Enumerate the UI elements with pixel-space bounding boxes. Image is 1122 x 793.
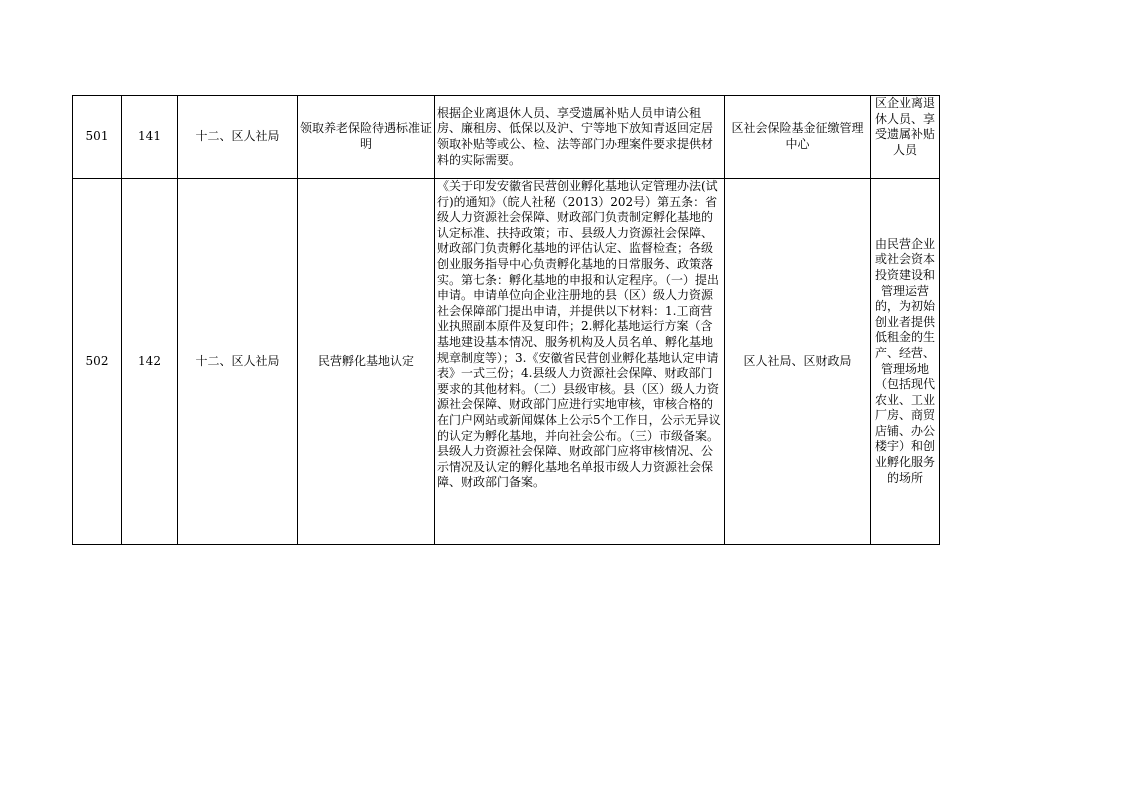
target-cell: 区企业离退休人员、享受遗属补贴人员 [871,96,940,179]
issuing-unit-cell: 区人社局、区财政局 [725,179,871,545]
target-cell: 由民营企业或社会资本投资建设和管理运营的，为初始创业者提供低租金的生产、经营、管理场地（包括现代农业、工业厂房、商贸店铺、办公楼宇）和创业孵化服务的场所 [871,179,940,545]
table-row [73,179,940,545]
sub-seq-cell: 141 [122,96,178,179]
table-row [73,96,940,179]
issuing-unit-cell: 区社会保险基金征缴管理中心 [725,96,871,179]
department-cell: 十二、区人社局 [178,179,298,545]
department-cell: 十二、区人社局 [178,96,298,179]
seq-cell: 502 [73,179,122,545]
seq-cell: 501 [73,96,122,179]
certificate-table [72,95,940,545]
sub-seq-cell: 142 [122,179,178,545]
basis-cell: 根据企业离退休人员、享受遗属补贴人员申请公租房、廉租房、低保以及沪、宁等地下放知青返回定居领取补贴等或公、检、法等部门办理案件要求提供材料的实际需要。 [435,96,725,179]
item-name-cell: 领取养老保险待遇标准证明 [298,96,435,179]
basis-cell: 《关于印发安徽省民营创业孵化基地认定管理办法(试行)的通知》（皖人社秘（2013）202号）第五条：省级人力资源社会保障、财政部门负责制定孵化基地的认定标准、扶持政策；市、县级人力资源社会保障、财政部门负责孵化基地的评估认定、监督检查；各级创业服务指导中心负责孵化基地的日常服务、政策落实。第七条：孵化基地的申报和认定程序。（一）提出申请。申请单位向企业注册地的县（区）级人力资源社会保障部门提出申请，并提供以下材料：1.工商营业执照副本原件及复印件；2.孵化基地运行方案（含基地建设基本情况、服务机构及人员名单、孵化基地规章制度等）；3.《安徽省民营创业孵化基地认定申请表》一式三份；4.县级人力资源社会保障、财政部门要求的其他材料。（二）县级审核。县（区）级人力资源社会保障、财政部门应进行实地审核，审核合格的在门户网站或新闻媒体上公示5个工作日，公示无异议的认定为孵化基地，并向社会公布。（三）市级备案。县级人力资源社会保障、财政部门应将审核情况、公示情况及认定的孵化基地名单报市级人力资源社会保障、财政部门备案。 [435,179,725,545]
item-name-cell: 民营孵化基地认定 [298,179,435,545]
